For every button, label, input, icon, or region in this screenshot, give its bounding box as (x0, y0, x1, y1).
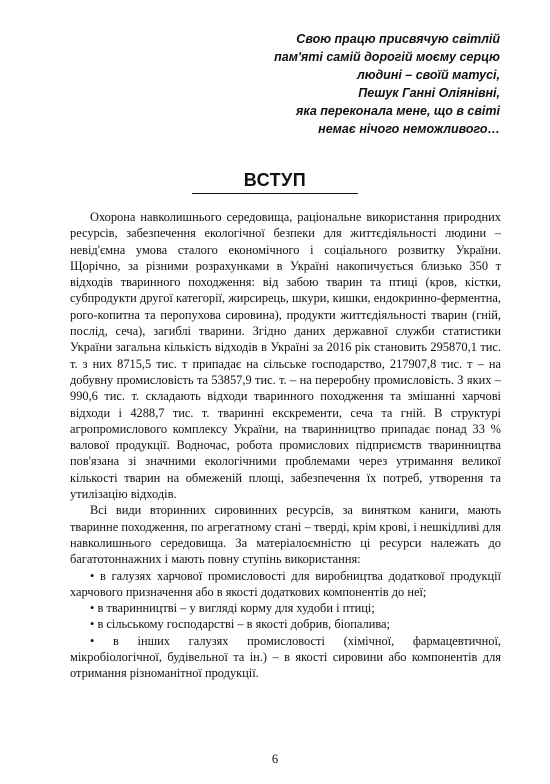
bullet-icon: • (90, 617, 95, 632)
list-item-text: в тваринництві – у вигляді корму для худоби і птиці; (97, 601, 375, 616)
bullet-icon: • (90, 633, 95, 648)
list-item (70, 600, 501, 616)
list-item (70, 633, 501, 682)
list-item-text: в галузях харчової промисловості для виробництва додаткової продукції харчового призначення або в якості додаткових компонентів до неї; (70, 568, 501, 599)
bullet-icon: • (90, 568, 95, 583)
dedication-line: людині – своїй матусі, (357, 68, 500, 82)
dedication-line: Свою працю присвячую світлій (296, 32, 500, 46)
page-number: 6 (271, 752, 279, 766)
dedication (170, 30, 500, 138)
dedication-line: пам'яті самій дорогій моєму серцю (274, 50, 500, 64)
dedication-line: немає нічого неможливого… (318, 122, 500, 136)
paragraph-intro: Охорона навколишнього середовища, раціональне використання природних ресурсів, забезпечення екологічної безпеки для життєдіяльності людини – невід'ємна умова сталого економічного і соціального розвитку України. Щорічно, за різними розрахунками в Україні накопичується близько 350 т відходів тваринного походження: від забою тварин та птиці (кров, кістки, субпродукти другої категорії, жирсирець, шкури, кишки, ендокринно-ферментна, рого-копитна та перопухова сировина), продукти життєдіяльності тварин (гній, послід, сеча), загиблі тварини. Згідно даних державної служби статистики України загальна кількість відходів в Україні за 2016 рік становить 295870,1 тис. т. з них 8715,5 тис. т припадає на сільське господарство, 217907,8 тис. т – на добувну промисловість та 53857,9 тис. т. – на переробну промисловість. З яких – 990,6 тис. т. складають відходи тваринного походження та змішанні харчові відходи і 4288,7 тис. т. тваринні екскременти, сеча та гній. В структурі агропромислового комплексу України, на тваринництво припадає понад 33 % валової продукції. Водночас, робота промислових підприємств тваринництва пов'язана зі значними екологічними проблемами через утримання великої кількості тварин на обмеженій площі, забезпечення їх потреб, утворення та утилізацію відходів. (70, 210, 501, 502)
list-item-text: в інших галузях промисловості (хімічної, фармацевтичної, мікробіологічної, будівельної та ін.) – в якості сировини або компонентів для отримання різноманітної продукції. (70, 633, 501, 681)
body-text (70, 209, 501, 682)
list-item-text: в сільському господарстві – в якості добрив, біопалива; (97, 617, 390, 632)
list-item (70, 616, 501, 632)
paragraph-resources: Всі види вторинних сировинних ресурсів, за винятком каниги, мають тваринне походження, по агрегатному стані – тверді, крім крові, і нешкідливі для навколишнього середовища. За матеріалоємністю ці ресурси належать до багатотоннажних і мають повну ступінь використання: (70, 503, 501, 567)
bullet-icon: • (90, 601, 95, 616)
section-heading: ВСТУП (243, 170, 307, 190)
dedication-line: Пешук Ганні Оліянівні, (358, 86, 500, 100)
usage-list (70, 568, 501, 682)
dedication-line: яка переконала мене, що в світі (296, 104, 500, 118)
heading-underline (192, 193, 358, 194)
list-item (70, 568, 501, 601)
